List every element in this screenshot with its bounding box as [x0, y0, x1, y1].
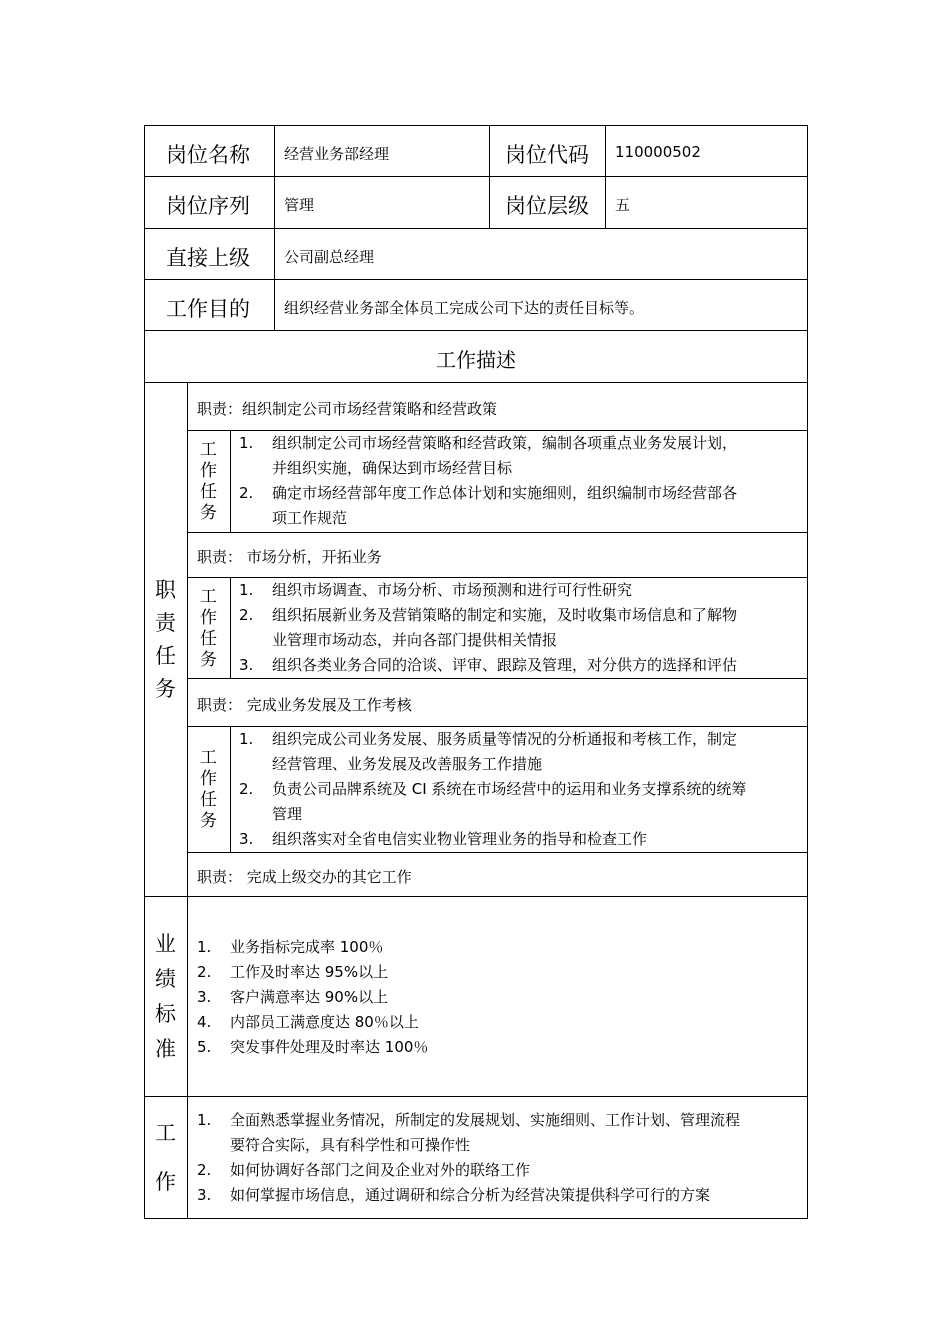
duty-title: 职责： 完成业务发展及工作考核	[197, 696, 412, 714]
duty-title: 职责： 市场分析，开拓业务	[197, 548, 382, 566]
list-item: 2. 工作及时率达 95%以上	[197, 963, 389, 981]
list-item: 1. 组织市场调查、市场分析、市场预测和进行可行性研究	[239, 581, 633, 599]
list-item: 1. 组织完成公司业务发展、服务质量等情况的分析通报和考核工作，制定 经营管理、业务发展及改善服务工作措施	[239, 730, 738, 773]
section-title: 工作描述	[436, 348, 516, 372]
list-item: 3. 组织落实对全省电信实业物业管理业务的指导和检查工作	[239, 830, 648, 848]
list-item: 1. 组织制定公司市场经营策略和经营政策，编制各项重点业务发展计划， 并组织实施，确保达到市场经营目标	[239, 434, 738, 477]
performance-list	[197, 935, 797, 1060]
list-item: 4. 内部员工满意度达 80％以上	[197, 1013, 419, 1031]
duty-title: 职责： 完成上级交办的其它工作	[197, 868, 412, 886]
task-label: 工 作 任 务	[200, 586, 217, 670]
difficulty-label: 工 作	[155, 1121, 176, 1194]
list-item: 2. 确定市场经营部年度工作总体计划和实施细则，组织编制市场经营部各 项工作规范	[239, 484, 738, 527]
job-name-value: 经营业务部经理	[284, 145, 390, 163]
job-code-label: 岗位代码	[505, 143, 589, 167]
list-item: 1. 业务指标完成率 100％	[197, 938, 384, 956]
superior-label: 直接上级	[166, 246, 250, 270]
list-item: 2. 组织拓展新业务及营销策略的制定和实施，及时收集市场信息和了解物 业管理市场动态，并向各部门提供相关情报	[239, 606, 738, 649]
list-item: 1. 全面熟悉掌握业务情况，所制定的发展规划、实施细则、工作计划、管理流程 要符合实际，具有科学性和可操作性	[197, 1111, 741, 1154]
job-code-value: 110000502	[615, 143, 701, 161]
purpose-value: 组织经营业务部全体员工完成公司下达的责任目标等。	[284, 299, 645, 317]
list-item: 2. 如何协调好各部门之间及企业对外的联络工作	[197, 1161, 531, 1179]
difficulty-list	[197, 1108, 805, 1208]
list-item: 3. 客户满意率达 90%以上	[197, 988, 389, 1006]
task-list	[239, 727, 804, 852]
list-item: 3. 组织各类业务合同的洽谈、评审、跟踪及管理，对分供方的选择和评估	[239, 656, 738, 674]
task-label: 工 作 任 务	[200, 440, 217, 523]
duty-title: 职责：组织制定公司市场经营策略和经营政策	[197, 400, 498, 418]
task-list	[239, 431, 804, 531]
performance-label: 业 绩 标 准	[155, 932, 176, 1061]
list-item: 5. 突发事件处理及时率达 100％	[197, 1038, 429, 1056]
list-item: 2. 负责公司品牌系统及 CI 系统在市场经营中的运用和业务支撑系统的统筹 管理	[239, 780, 747, 823]
job-series-value: 管理	[284, 196, 315, 214]
superior-value: 公司副总经理	[284, 248, 375, 266]
list-item: 3. 如何掌握市场信息，通过调研和综合分析为经营决策提供科学可行的方案	[197, 1186, 711, 1204]
job-series-label: 岗位序列	[166, 194, 250, 218]
task-list	[239, 578, 804, 678]
purpose-label: 工作目的	[166, 297, 250, 321]
job-level-label: 岗位层级	[505, 194, 589, 218]
job-level-value: 五	[615, 196, 631, 214]
duties-label: 职 责 任 务	[155, 578, 176, 701]
task-label: 工 作 任 务	[200, 748, 217, 831]
job-name-label: 岗位名称	[166, 143, 250, 167]
